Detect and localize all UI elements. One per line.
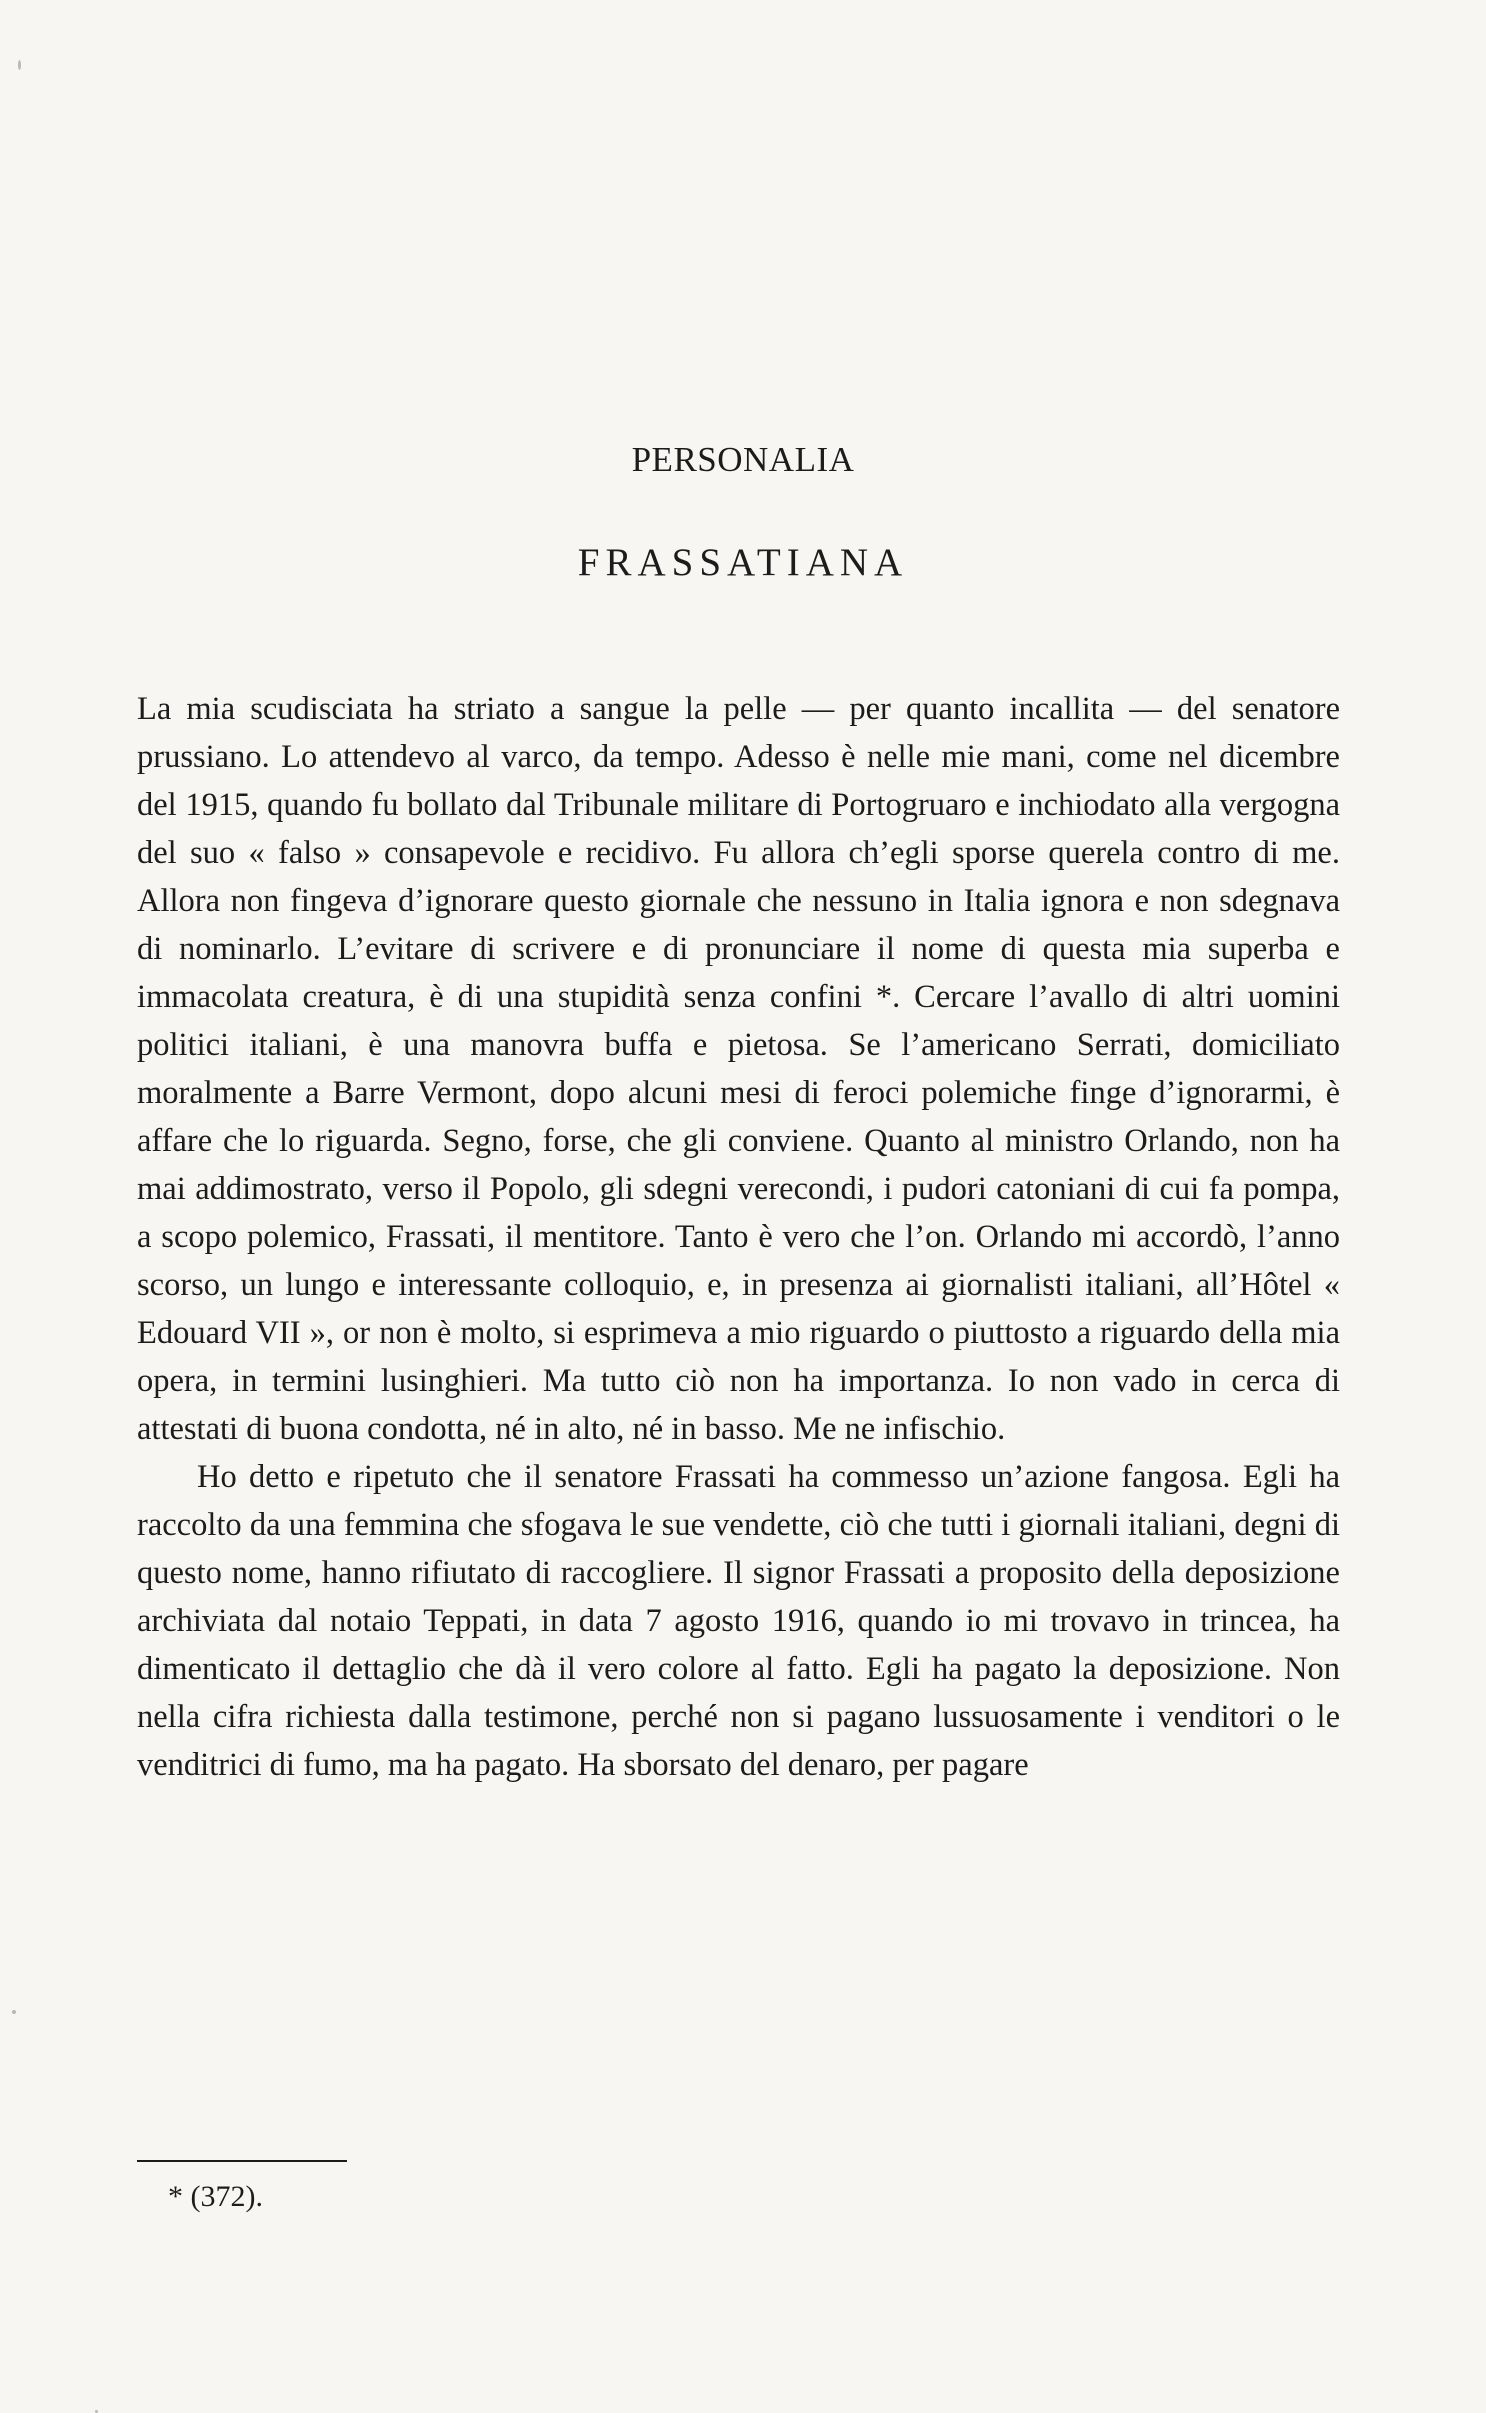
scan-speck: [12, 2010, 16, 2014]
paragraph-1: La mia scudisciata ha striato a sangue la pelle — per quanto incallita — del senatore prussiano. Lo attendevo al varco, da tempo. Adesso è nelle mie mani, come nel dicembre del 1915, quando fu bollato dal Tribunale militare di Portogruaro e inchiodato alla vergogna del suo « falso » consapevole e recidivo. Fu allora ch’egli sporse querela contro di me. Allora non fingeva d’ignorare questo giornale che nessuno in Italia ignora e non sdegnava di nominarlo. L’evitare di scrivere e di pronunciare il nome di questa mia superba e immacolata creatura, è di una stupidità senza confini *. Cercare l’avallo di altri uomini politici italiani, è una manovra buffa e pietosa. Se l’americano Serrati, domiciliato moralmente a Barre Vermont, dopo alcuni mesi di feroci polemiche finge d’ignorarmi, è affare che lo riguarda. Segno, forse, che gli conviene. Quanto al ministro Orlando, non ha mai addimostrato, verso il Popolo, gli sdegni verecondi, i pudori catoniani di cui fa pompa, a scopo polemico, Frassati, il mentitore. Tanto è vero che l’on. Orlando mi accordò, l’anno scorso, un lungo e interessante colloquio, e, in presenza ai giornalisti italiani, all’Hôtel « Edouard VII », or non è molto, si esprimeva a mio riguardo o piuttosto a riguardo della mia opera, in termini lusinghieri. Ma tutto ciò non ha importanza. Io non vado in cerca di attestati di buona condotta, né in alto, né in basso. Me ne infischio.: [137, 691, 1340, 1447]
scan-speck: [18, 60, 21, 70]
paragraph-2: Ho detto e ripetuto che il senatore Frassati ha commesso un’azione fangosa. Egli ha raccolto da una femmina che sfogava le sue vendette, ciò che tutti i giornali italiani, degni di questo nome, hanno rifiutato di raccogliere. Il signor Frassati a proposito della deposizione archiviata dal notaio Teppati, in data 7 agosto 1916, quando io mi trovavo in trincea, ha dimenticato il dettaglio che dà il vero colore al fatto. Egli ha pagato la deposizione. Non nella cifra richiesta dalla testimone, perché non si pagano lussuosamente i venditori o le venditrici di fumo, ma ha pagato. Ha sborsato del denaro, per pagare: [137, 1459, 1340, 1783]
section-heading: PERSONALIA: [631, 440, 855, 479]
footnote-divider: [137, 2160, 347, 2162]
footnote: * (372).: [168, 2180, 263, 2213]
article-body: [137, 685, 1340, 1789]
article-title: FRASSATIANA: [577, 541, 909, 584]
